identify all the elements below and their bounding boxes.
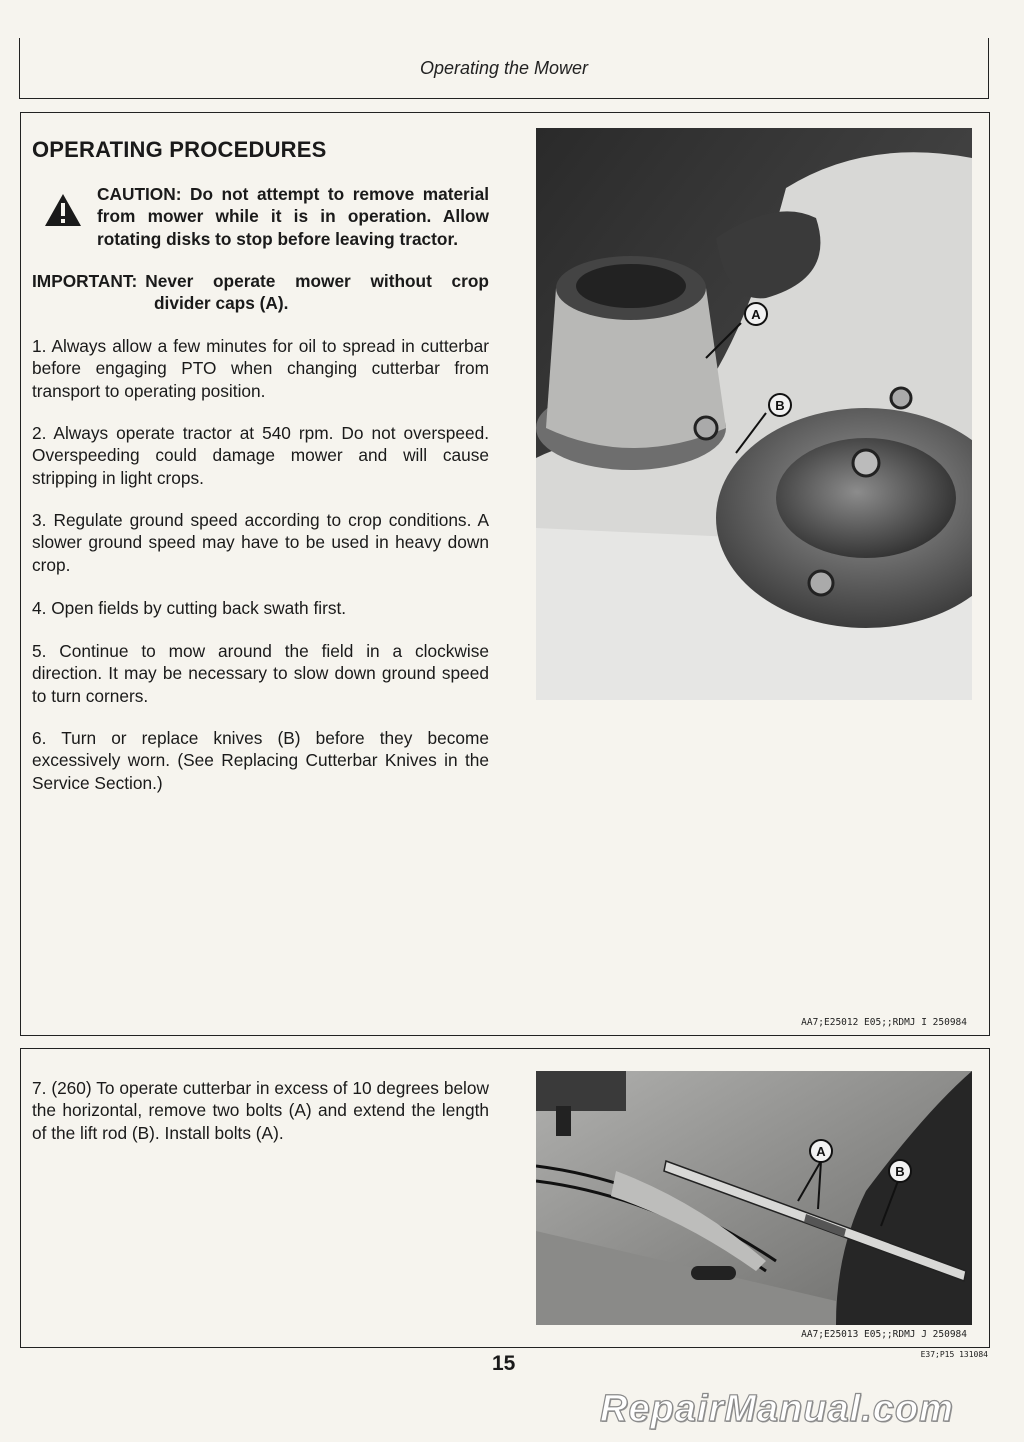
lift-rod-illustration <box>536 1071 972 1325</box>
page-code: E37;P15 131084 <box>920 1350 988 1359</box>
watermark-logo: RepairManual.com <box>600 1388 954 1430</box>
caution-block <box>32 183 489 250</box>
lift-rod-panel <box>20 1048 990 1348</box>
step-2: 2. Always operate tractor at 540 rpm. Do not overspeed. Overspeeding could damage mower and will cause stripping in light crops. <box>32 423 489 488</box>
photo2-label-b: B <box>895 1164 905 1179</box>
important-label: IMPORTANT: <box>32 271 138 291</box>
important-note <box>32 270 489 315</box>
step-7: 7. (260) To operate cutterbar in excess of 10 degrees below the horizontal, remove two bolts (A) and extend the length of the lift rod (B). Install bolts (A). <box>32 1078 489 1143</box>
page-number: 15 <box>492 1352 516 1375</box>
section-heading: OPERATING PROCEDURES <box>32 137 327 162</box>
lift-rod-photo <box>536 1071 972 1325</box>
figure-reference-code-1: AA7;E25012 E05;;RDMJ I 250984 <box>801 1017 967 1028</box>
photo1-label-b: B <box>775 398 785 413</box>
page-header <box>19 38 989 99</box>
step-5: 5. Continue to mow around the field in a clockwise direction. It may be necessary to slow down ground speed to turn corners. <box>32 641 489 706</box>
cutterbar-disk-photo <box>536 128 972 700</box>
photo2-label-a: A <box>816 1144 826 1159</box>
step-6: 6. Turn or replace knives (B) before they become excessively worn. (See Replacing Cutterbar Knives in the Service Section.) <box>32 728 489 793</box>
cutterbar-disk-illustration <box>536 128 972 700</box>
important-line-1: Never operate mower without crop <box>145 271 489 291</box>
step-4: 4. Open fields by cutting back swath first. <box>32 598 347 618</box>
header-title: Operating the Mower <box>419 58 589 78</box>
operating-procedures-panel <box>20 112 990 1036</box>
step-1: 1. Always allow a few minutes for oil to spread in cutterbar before engaging PTO when changing cutterbar from transport to operating position. <box>32 336 489 401</box>
caution-text: CAUTION: Do not attempt to remove material from mower while it is in operation. Allow rotating disks to stop before leaving tractor. <box>97 184 489 249</box>
photo1-label-a: A <box>751 307 761 322</box>
important-line-2: divider caps (A). <box>154 293 289 314</box>
step-3: 3. Regulate ground speed according to crop conditions. A slower ground speed may have to be used in heavy down crop. <box>32 510 489 575</box>
warning-triangle-icon <box>44 193 82 227</box>
figure-reference-code-2: AA7;E25013 E05;;RDMJ J 250984 <box>801 1329 967 1340</box>
